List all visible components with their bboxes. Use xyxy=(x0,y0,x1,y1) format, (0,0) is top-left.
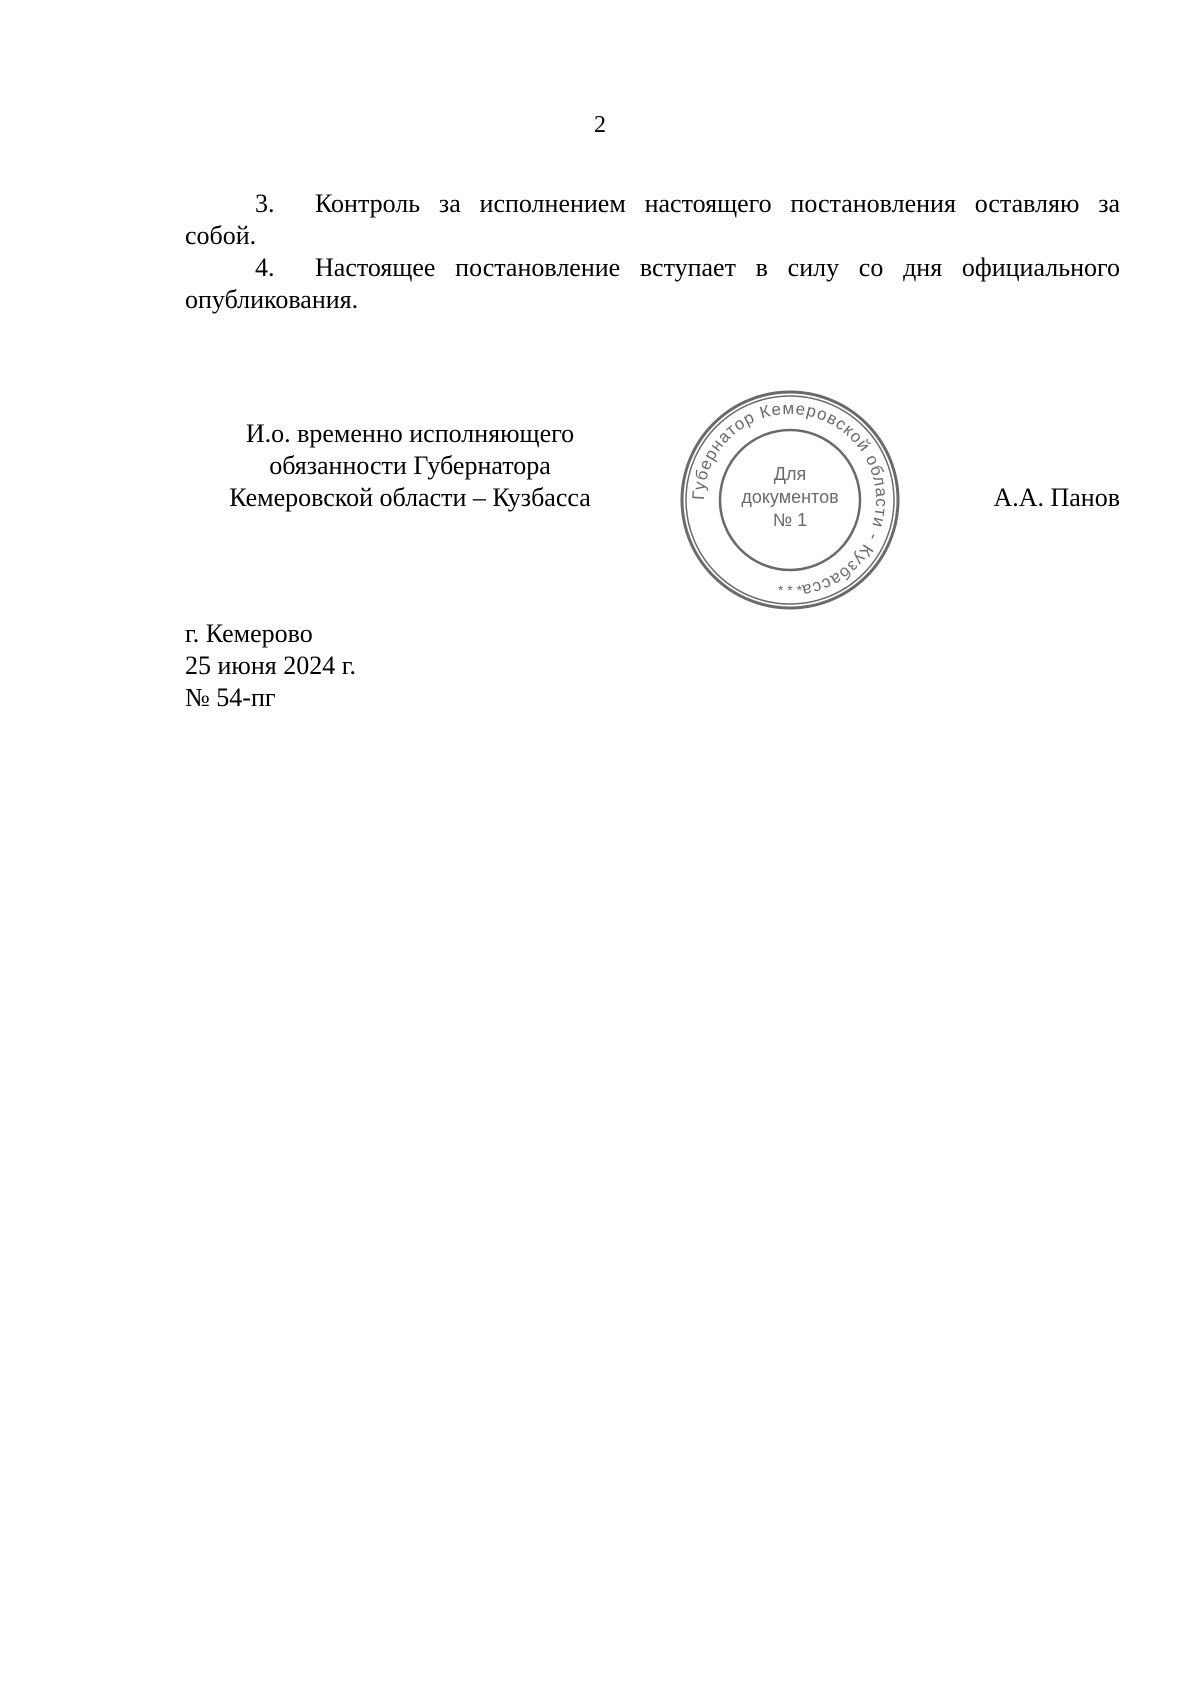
signer-position-line-3: Кемеровской области – Кузбасса xyxy=(229,483,591,512)
paragraph-4-number: 4. xyxy=(255,253,275,282)
paragraph-4 xyxy=(185,252,1120,316)
footer-number: № 54-пг xyxy=(185,683,276,712)
signer-position xyxy=(200,418,620,514)
stamp-center-line-3: № 1 xyxy=(772,510,808,530)
stamp-center-line-1: Для xyxy=(773,464,807,484)
stamp-center-line-2: документов xyxy=(741,487,839,507)
document-footer xyxy=(185,618,356,714)
stamp-ring-text: Губернатор Кемеровской области - Кузбасса xyxy=(688,398,892,601)
resolution-body xyxy=(185,188,1120,316)
signer-position-line-2: обязанности Губернатора xyxy=(269,451,551,480)
signer-name: А.А. Панов xyxy=(993,483,1120,512)
page-number: 2 xyxy=(594,112,606,138)
paragraph-3-text: Контроль за исполнением настоящего постановления оставляю за собой. xyxy=(185,189,1120,250)
official-stamp xyxy=(675,385,905,615)
footer-city: г. Кемерово xyxy=(185,619,313,648)
signer-position-line-1: И.о. временно исполняющего xyxy=(245,419,575,448)
stamp-stars: * * * xyxy=(777,582,803,598)
footer-date: 25 июня 2024 г. xyxy=(185,651,356,680)
paragraph-3-number: 3. xyxy=(255,189,275,218)
stamp-graphic xyxy=(675,385,905,615)
paragraph-4-text: Настоящее постановление вступает в силу со дня официального опубликования. xyxy=(185,253,1120,314)
paragraph-3 xyxy=(185,188,1120,252)
